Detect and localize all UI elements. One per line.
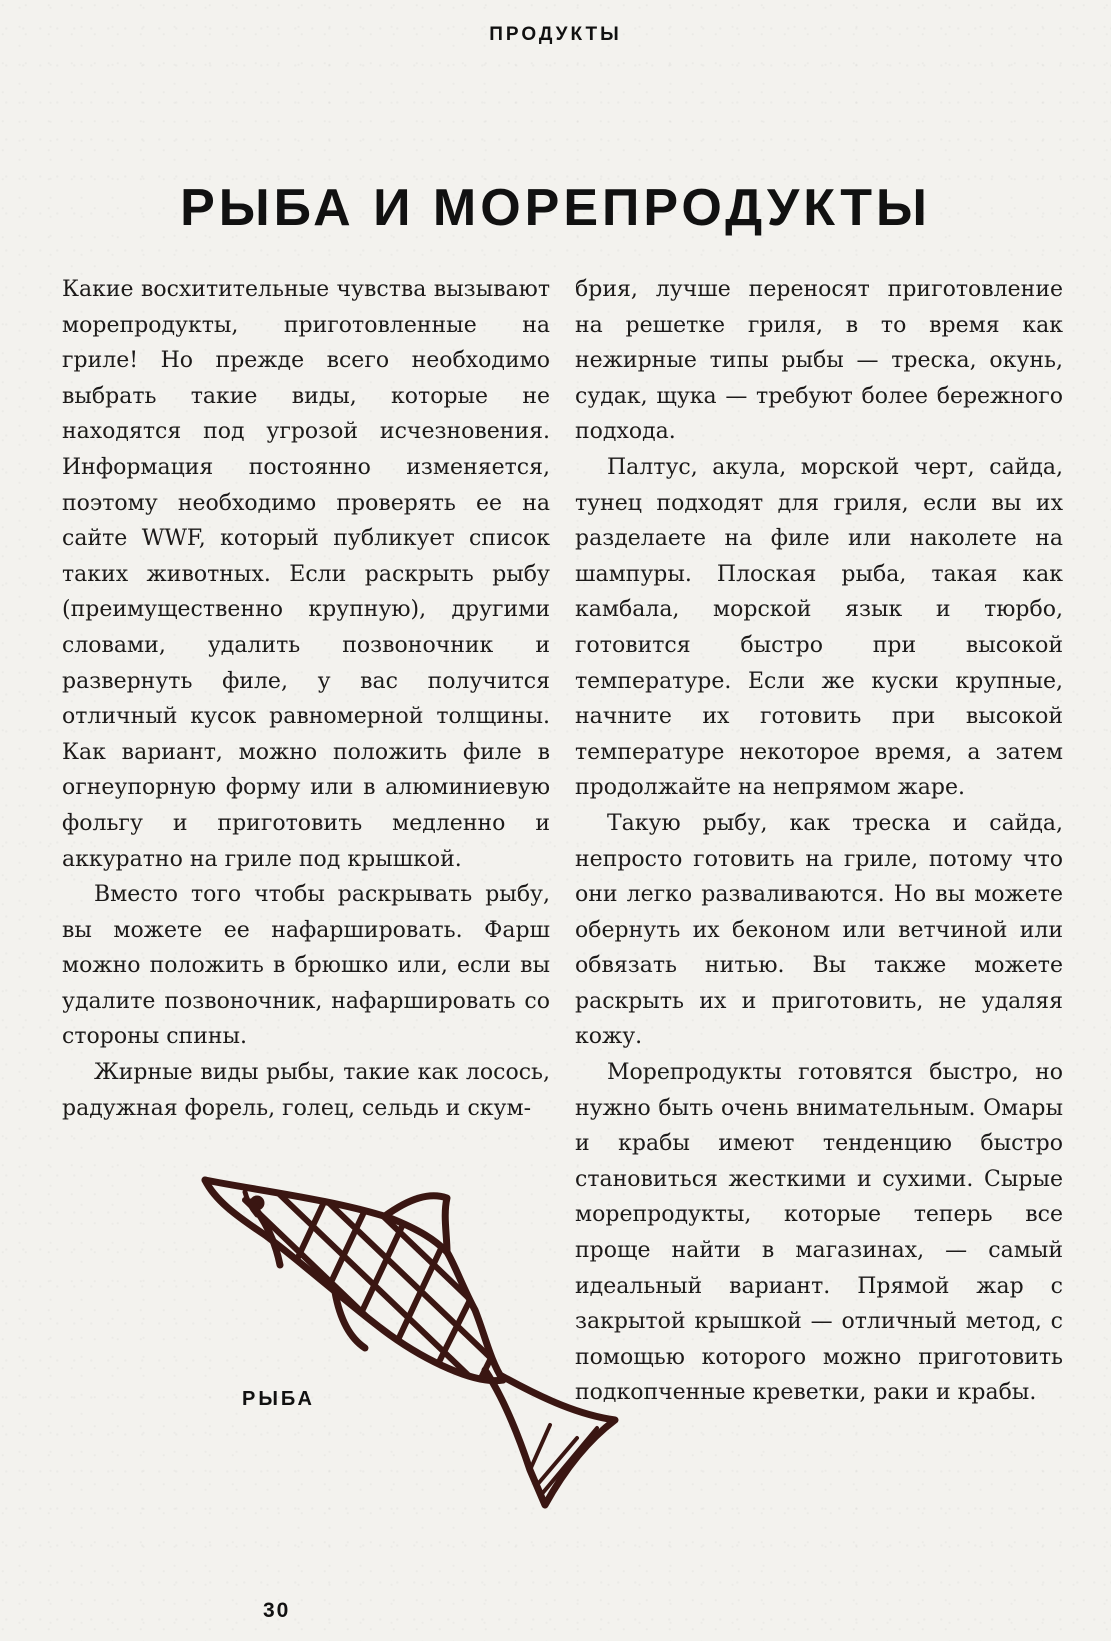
illustration-caption: РЫБА: [242, 1388, 315, 1410]
paragraph: Морепродукты готовятся быстро, но нужно быть очень внимательным. Омары и крабы имеют тенденцию быстро становиться жесткими и сухими. Сырые морепродукты, которые теперь все проще найти в магазинах, — самый идеальный вариант. Прямой жар с закрытой крышкой — отличный метод, с помощью которого можно приготовить подкопченные креветки, раки и крабы.: [575, 1060, 1063, 1406]
fish-icon: [185, 1170, 655, 1530]
paragraph: Такую рыбу, как треска и сайда, непросто готовить на гриле, потому что они легко разваливаются. Но вы можете обернуть их беконом или ветчиной или обвязать нитью. Вы также можете раскрыть их и приготовить, не удаляя кожу.: [575, 810, 1063, 1050]
paragraph: Какие восхитительные чувства вызывают морепродукты, приготовленные на гриле! Но прежде всего необходимо выбрать такие виды, которые не находятся под угрозой исчезновения. Информация постоянно изменяется, поэтому необходимо проверять ее на сайте WWF, который публикует список таких животных. Если раскрыть рыбу (преимущественно крупную), другими словами, удалить позвоночник и развернуть филе, у вас получится отличный кусок равномерной толщины. Как вариант, можно положить филе в огнеупорную форму или в алюминиевую фольгу и приготовить медленно и аккуратно на гриле под крышкой.: [62, 277, 550, 872]
left-column: [62, 272, 550, 1126]
paragraph: Вместо того чтобы раскрывать рыбу, вы можете ее нафаршировать. Фарш можно положить в брюшко или, если вы удалите позвоночник, нафаршировать со стороны спины.: [62, 882, 550, 1050]
paragraph: Палтус, акула, морской черт, сайда, тунец подходят для гриля, если вы их разделаете на филе или наколете на шампуры. Плоская рыба, такая как камбала, морской язык и тюрбо, готовится быстро при высокой температуре. Если же куски крупные, начните их готовить при высокой температуре некоторое время, а затем продолжайте на непрямом жаре.: [575, 454, 1063, 801]
running-head: ПРОДУКТЫ: [489, 24, 622, 45]
page-title: РЫБА И МОРЕПРОДУКТЫ: [180, 179, 931, 237]
paragraph: брия, лучше переносят приготовление на решетке гриля, в то время как нежирные типы рыбы — треска, окунь, судак, щука — требуют более бережного подхода.: [575, 277, 1063, 445]
page-number: 30: [263, 1599, 291, 1622]
paragraph: Жирные виды рыбы, такие как лосось, радужная форель, голец, сельдь и скум-: [62, 1060, 550, 1121]
